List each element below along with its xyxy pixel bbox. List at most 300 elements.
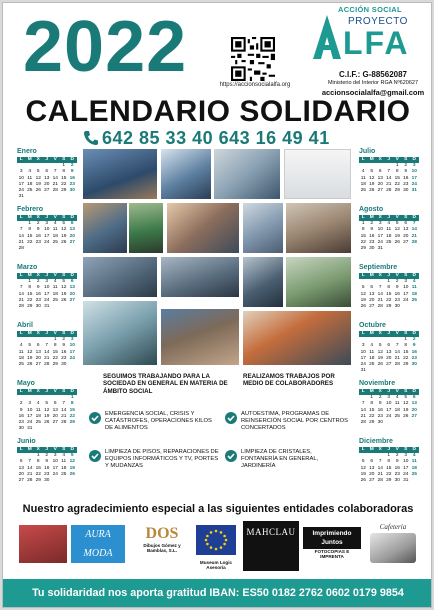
day-cell: 22 (386, 297, 392, 303)
weekday-header: J (43, 273, 52, 279)
day-cell: 4 (62, 453, 66, 459)
day-cell: 3 (404, 453, 408, 459)
day-cell: 3 (53, 453, 57, 459)
day-cell: 14 (18, 233, 24, 239)
month-grid (17, 331, 79, 368)
day-cell: 4 (412, 453, 416, 459)
day-cell: 21 (61, 413, 67, 419)
day-cell: 10 (44, 227, 50, 233)
photo-collage (83, 149, 351, 367)
day-cell: 9 (36, 285, 40, 291)
weekday-header: S (402, 331, 411, 337)
day-cell: 8 (36, 459, 40, 465)
weekday-header: X (34, 389, 43, 395)
day-cell: 16 (18, 413, 24, 419)
calendar-page (2, 2, 432, 608)
sponsor-dos[interactable] (135, 521, 189, 571)
day-cell: 10 (386, 401, 392, 407)
day-cell: 19 (69, 465, 75, 471)
contact-email[interactable]: accionsocialalfa@gmail.com (321, 88, 425, 97)
day-cell: 22 (360, 239, 366, 245)
day-cell: 13 (386, 349, 392, 355)
weekday-header: J (43, 447, 52, 453)
day-cell: 19 (27, 355, 33, 361)
day-cell: 31 (44, 304, 50, 310)
weekday-header: V (393, 157, 402, 163)
month-name: Abril (17, 322, 33, 329)
day-cell: 23 (35, 239, 41, 245)
day-cell: 17 (44, 291, 50, 297)
day-cell: 16 (377, 407, 383, 413)
day-cell: 6 (412, 395, 416, 401)
weekday-header: S (60, 215, 69, 221)
day-cell: 18 (394, 407, 400, 413)
qr-code[interactable] (231, 37, 275, 81)
day-cell: 30 (69, 188, 75, 194)
day-cell: 17 (27, 413, 33, 419)
photo-warehouse (83, 257, 157, 297)
day-cell: 26 (61, 297, 67, 303)
weekday-header: J (385, 447, 394, 453)
weekday-header: D (68, 215, 77, 221)
day-cell: 13 (52, 407, 58, 413)
weekday-header: V (393, 331, 402, 337)
weekday-header: D (68, 331, 77, 337)
day-cell: 14 (18, 291, 24, 297)
weekday-header: L (17, 215, 26, 221)
weekday-header: V (51, 331, 60, 337)
day-cell: 29 (27, 304, 33, 310)
alfa-logo-mark (309, 9, 345, 61)
day-cell: 4 (36, 401, 40, 407)
day-cell: 24 (411, 181, 417, 187)
day-cell: 24 (69, 355, 75, 361)
day-cell: 12 (394, 227, 400, 233)
day-cell: 28 (360, 420, 366, 426)
day-cell: 26 (61, 239, 67, 245)
day-cell: 26 (27, 362, 33, 368)
sponsor-name: Imprimiendo Juntos (303, 527, 361, 549)
day-cell: 5 (361, 285, 365, 291)
sponsor-eu[interactable] (193, 521, 239, 571)
day-cell: 29 (52, 362, 58, 368)
phone-numbers-text: 642 85 33 40 643 16 49 41 (102, 128, 330, 148)
day-cell: 15 (69, 407, 75, 413)
day-cell: 24 (44, 239, 50, 245)
day-cell: 7 (412, 221, 416, 227)
month-marzo (17, 264, 79, 310)
day-cell: 18 (35, 413, 41, 419)
day-cell: 9 (395, 459, 399, 465)
day-cell: 2 (370, 221, 374, 227)
weekday-header: J (385, 215, 394, 221)
day-cell: 14 (394, 349, 400, 355)
day-cell: 3 (19, 169, 23, 175)
day-cell: 20 (411, 407, 417, 413)
day-cell: 28 (386, 188, 392, 194)
day-cell: 1 (387, 279, 391, 285)
day-cell: 10 (44, 285, 50, 291)
day-cell: 5 (45, 401, 49, 407)
day-cell: 30 (44, 478, 50, 484)
day-cell: 7 (45, 343, 49, 349)
month-diciembre (359, 438, 421, 484)
check-icon (225, 450, 237, 462)
month-grid (17, 215, 79, 252)
month-name: Noviembre (359, 380, 396, 387)
services-left-heading-text: SEGUIMOS TRABAJANDO PARA LA SOCIEDAD EN GENERAL EN MATERIA DE ÁMBITO SOCIAL (103, 373, 228, 395)
weekday-header: L (359, 215, 368, 221)
day-cell: 3 (412, 163, 416, 169)
sponsor-imprimiendo-juntos[interactable] (303, 521, 361, 571)
day-cell: 28 (377, 478, 383, 484)
day-cell: 26 (44, 420, 50, 426)
day-cell: 18 (360, 181, 366, 187)
day-cell: 8 (387, 459, 391, 465)
weekday-header: S (402, 389, 411, 395)
weekday-header: D (410, 447, 419, 453)
day-cell: 12 (27, 349, 33, 355)
day-cell: 14 (386, 175, 392, 181)
day-cell: 14 (61, 407, 67, 413)
day-cell: 12 (61, 227, 67, 233)
day-cell: 22 (27, 297, 33, 303)
month-name: Junio (17, 438, 36, 445)
sponsor-name: Cafetería (379, 523, 407, 531)
weekday-header: D (410, 331, 419, 337)
day-cell: 7 (19, 227, 23, 233)
weekday-header: L (17, 273, 26, 279)
day-cell: 23 (403, 181, 409, 187)
phone-numbers[interactable] (83, 128, 330, 149)
day-cell: 10 (360, 349, 366, 355)
month-name: Diciembre (359, 438, 393, 445)
weekday-header: V (51, 447, 60, 453)
month-junio (17, 438, 79, 484)
weekday-header: X (376, 157, 385, 163)
day-cell: 14 (44, 349, 50, 355)
weekday-header: M (368, 215, 377, 221)
day-cell: 16 (394, 465, 400, 471)
day-cell: 19 (360, 297, 366, 303)
thanks-heading: Nuestro agradecimiento especial a las siguientes entidades colaboradoras (22, 503, 414, 515)
day-cell: 9 (395, 285, 399, 291)
day-cell: 3 (28, 401, 32, 407)
day-cell: 2 (45, 453, 49, 459)
day-cell: 3 (45, 279, 49, 285)
weekday-header: M (368, 447, 377, 453)
day-cell: 26 (69, 471, 75, 477)
day-cell: 29 (69, 420, 75, 426)
day-cell: 29 (360, 246, 366, 252)
weekday-header: D (68, 157, 77, 163)
weekday-header: S (60, 273, 69, 279)
day-cell: 21 (377, 471, 383, 477)
day-cell: 8 (28, 285, 32, 291)
month-grid (359, 215, 421, 252)
sponsor-cafeteria[interactable] (365, 521, 421, 571)
month-name: Octubre (359, 322, 386, 329)
day-cell: 27 (52, 420, 58, 426)
weekday-header: X (34, 331, 43, 337)
day-cell: 13 (377, 175, 383, 181)
day-cell: 14 (377, 291, 383, 297)
day-cell: 27 (35, 362, 41, 368)
day-cell: 8 (404, 343, 408, 349)
service-item (225, 411, 349, 431)
day-cell: 8 (395, 169, 399, 175)
day-cell: 18 (27, 181, 33, 187)
month-octubre (359, 322, 421, 374)
month-name: Septiembre (359, 264, 398, 271)
day-cell: 11 (386, 227, 392, 233)
weekday-header: J (385, 157, 394, 163)
day-cell: 15 (27, 291, 33, 297)
month-grid (17, 157, 79, 200)
weekday-header: V (393, 215, 402, 221)
day-cell: 31 (403, 478, 409, 484)
day-cell: 3 (404, 279, 408, 285)
month-name: Enero (17, 148, 37, 155)
day-cell: 22 (403, 355, 409, 361)
day-cell: 20 (35, 355, 41, 361)
weekday-header: S (402, 157, 411, 163)
weekday-header: X (34, 447, 43, 453)
day-cell: 30 (403, 188, 409, 194)
day-cell: 25 (52, 297, 58, 303)
month-name: Agosto (359, 206, 384, 213)
website-url[interactable]: https://accionsocialalfa.org (219, 82, 291, 88)
day-cell: 13 (369, 291, 375, 297)
day-cell: 15 (35, 465, 41, 471)
weekday-header: M (26, 157, 35, 163)
day-cell: 28 (18, 246, 24, 252)
day-cell: 10 (403, 459, 409, 465)
day-cell: 30 (394, 304, 400, 310)
day-cell: 6 (45, 169, 49, 175)
day-cell: 25 (35, 420, 41, 426)
month-agosto (359, 206, 421, 252)
day-cell: 12 (360, 465, 366, 471)
day-cell: 4 (387, 221, 391, 227)
day-cell: 7 (378, 459, 382, 465)
day-cell: 5 (378, 343, 382, 349)
day-cell: 15 (386, 291, 392, 297)
day-cell: 31 (360, 368, 366, 374)
day-cell: 22 (52, 355, 58, 361)
weekday-header: J (43, 215, 52, 221)
day-cell: 22 (386, 471, 392, 477)
photo-office (243, 203, 283, 253)
day-cell: 7 (53, 169, 57, 175)
day-cell: 7 (395, 343, 399, 349)
day-cell: 20 (44, 181, 50, 187)
weekday-header: M (26, 215, 35, 221)
day-cell: 8 (361, 227, 365, 233)
day-cell: 24 (377, 239, 383, 245)
weekday-header: L (359, 389, 368, 395)
day-cell: 19 (61, 233, 67, 239)
day-cell: 15 (27, 233, 33, 239)
day-cell: 8 (28, 227, 32, 233)
day-cell: 30 (61, 362, 67, 368)
day-cell: 1 (395, 163, 399, 169)
day-cell: 1 (387, 453, 391, 459)
day-cell: 29 (35, 478, 41, 484)
day-cell: 17 (44, 233, 50, 239)
month-name: Febrero (17, 206, 44, 213)
day-cell: 6 (19, 459, 23, 465)
day-cell: 4 (412, 279, 416, 285)
day-cell: 1 (28, 221, 32, 227)
day-cell: 27 (369, 304, 375, 310)
photo-volunteer-green (129, 203, 163, 253)
day-cell: 27 (18, 478, 24, 484)
day-cell: 19 (377, 355, 383, 361)
sponsor-aura-moda[interactable] (19, 521, 129, 571)
day-cell: 20 (377, 181, 383, 187)
day-cell: 27 (403, 239, 409, 245)
day-cell: 16 (44, 465, 50, 471)
weekday-header: X (376, 215, 385, 221)
service-item-text: LIMPIEZA DE CRISTALES, FONTANERÍA EN GENERAL, JARDINERÍA (241, 449, 319, 469)
day-cell: 11 (18, 349, 24, 355)
day-cell: 29 (386, 304, 392, 310)
weekday-header: D (68, 389, 77, 395)
day-cell: 14 (27, 465, 33, 471)
photo-diploma (83, 203, 127, 253)
weekday-header: V (393, 389, 402, 395)
day-cell: 6 (53, 401, 57, 407)
day-cell: 12 (61, 285, 67, 291)
day-cell: 29 (61, 188, 67, 194)
day-cell: 27 (69, 297, 75, 303)
day-cell: 18 (369, 355, 375, 361)
weekday-header: D (68, 273, 77, 279)
day-cell: 31 (18, 194, 24, 200)
month-julio (359, 148, 421, 194)
day-cell: 30 (377, 420, 383, 426)
day-cell: 23 (369, 239, 375, 245)
day-cell: 16 (35, 291, 41, 297)
day-cell: 11 (35, 407, 41, 413)
day-cell: 10 (18, 175, 24, 181)
day-cell: 17 (411, 175, 417, 181)
day-cell: 28 (52, 188, 58, 194)
day-cell: 22 (394, 181, 400, 187)
eu-flag-icon (196, 525, 236, 555)
day-cell: 26 (360, 478, 366, 484)
day-cell: 20 (52, 413, 58, 419)
photo-workers (161, 257, 239, 297)
year-title: 2022 (23, 7, 188, 87)
day-cell: 11 (360, 175, 366, 181)
day-cell: 8 (370, 401, 374, 407)
weekday-header: J (43, 157, 52, 163)
day-cell: 25 (411, 297, 417, 303)
day-cell: 20 (403, 233, 409, 239)
day-cell: 5 (28, 343, 32, 349)
day-cell: 30 (35, 304, 41, 310)
weekday-header: D (410, 215, 419, 221)
day-cell: 24 (44, 297, 50, 303)
day-cell: 17 (386, 407, 392, 413)
weekday-header: L (359, 331, 368, 337)
weekday-header: J (43, 331, 52, 337)
day-cell: 17 (52, 465, 58, 471)
day-cell: 9 (70, 169, 74, 175)
month-name: Mayo (17, 380, 35, 387)
day-cell: 19 (360, 471, 366, 477)
day-cell: 26 (360, 304, 366, 310)
day-cell: 5 (404, 395, 408, 401)
service-item (225, 449, 349, 469)
day-cell: 6 (70, 279, 74, 285)
photo-garden (286, 257, 351, 307)
day-cell: 15 (61, 175, 67, 181)
day-cell: 17 (377, 233, 383, 239)
weekday-header: D (410, 273, 419, 279)
day-cell: 16 (394, 291, 400, 297)
day-cell: 12 (69, 459, 75, 465)
day-cell: 24 (18, 188, 24, 194)
day-cell: 21 (18, 297, 24, 303)
day-cell: 27 (44, 188, 50, 194)
sponsor-mahclau[interactable] (243, 521, 299, 571)
day-cell: 23 (394, 297, 400, 303)
day-cell: 5 (395, 221, 399, 227)
day-cell: 8 (70, 401, 74, 407)
weekday-header: L (359, 273, 368, 279)
day-cell: 26 (377, 362, 383, 368)
day-cell: 12 (403, 401, 409, 407)
logo-name: LFA (343, 25, 410, 61)
day-cell: 13 (69, 285, 75, 291)
day-cell: 2 (404, 163, 408, 169)
weekday-header: V (51, 215, 60, 221)
sponsor-name: AURA MODA (71, 525, 125, 563)
photo-volunteers-1 (83, 149, 157, 199)
day-cell: 25 (394, 413, 400, 419)
day-cell: 26 (403, 413, 409, 419)
day-cell: 11 (52, 227, 58, 233)
day-cell: 2 (395, 453, 399, 459)
day-cell: 3 (361, 343, 365, 349)
weekday-header: D (410, 157, 419, 163)
day-cell: 14 (52, 175, 58, 181)
photo-volunteers-4 (243, 311, 351, 365)
day-cell: 1 (62, 163, 66, 169)
day-cell: 7 (387, 169, 391, 175)
weekday-header: M (26, 389, 35, 395)
check-icon (89, 450, 101, 462)
day-cell: 6 (70, 221, 74, 227)
service-item-text: EMERGENCIA SOCIAL, CRISIS Y CATÁSTROFES, OPERACIONES KILOS DE ALIMENTOS (105, 411, 212, 431)
day-cell: 8 (53, 343, 57, 349)
day-cell: 4 (53, 279, 57, 285)
day-cell: 2 (36, 221, 40, 227)
phone-icon (83, 130, 99, 146)
day-cell: 23 (35, 297, 41, 303)
day-cell: 13 (69, 227, 75, 233)
weekday-header: L (17, 447, 26, 453)
weekday-header: X (34, 215, 43, 221)
day-cell: 16 (411, 349, 417, 355)
weekday-header: S (60, 389, 69, 395)
services-right-heading (243, 373, 343, 388)
day-cell: 6 (404, 221, 408, 227)
day-cell: 21 (44, 355, 50, 361)
